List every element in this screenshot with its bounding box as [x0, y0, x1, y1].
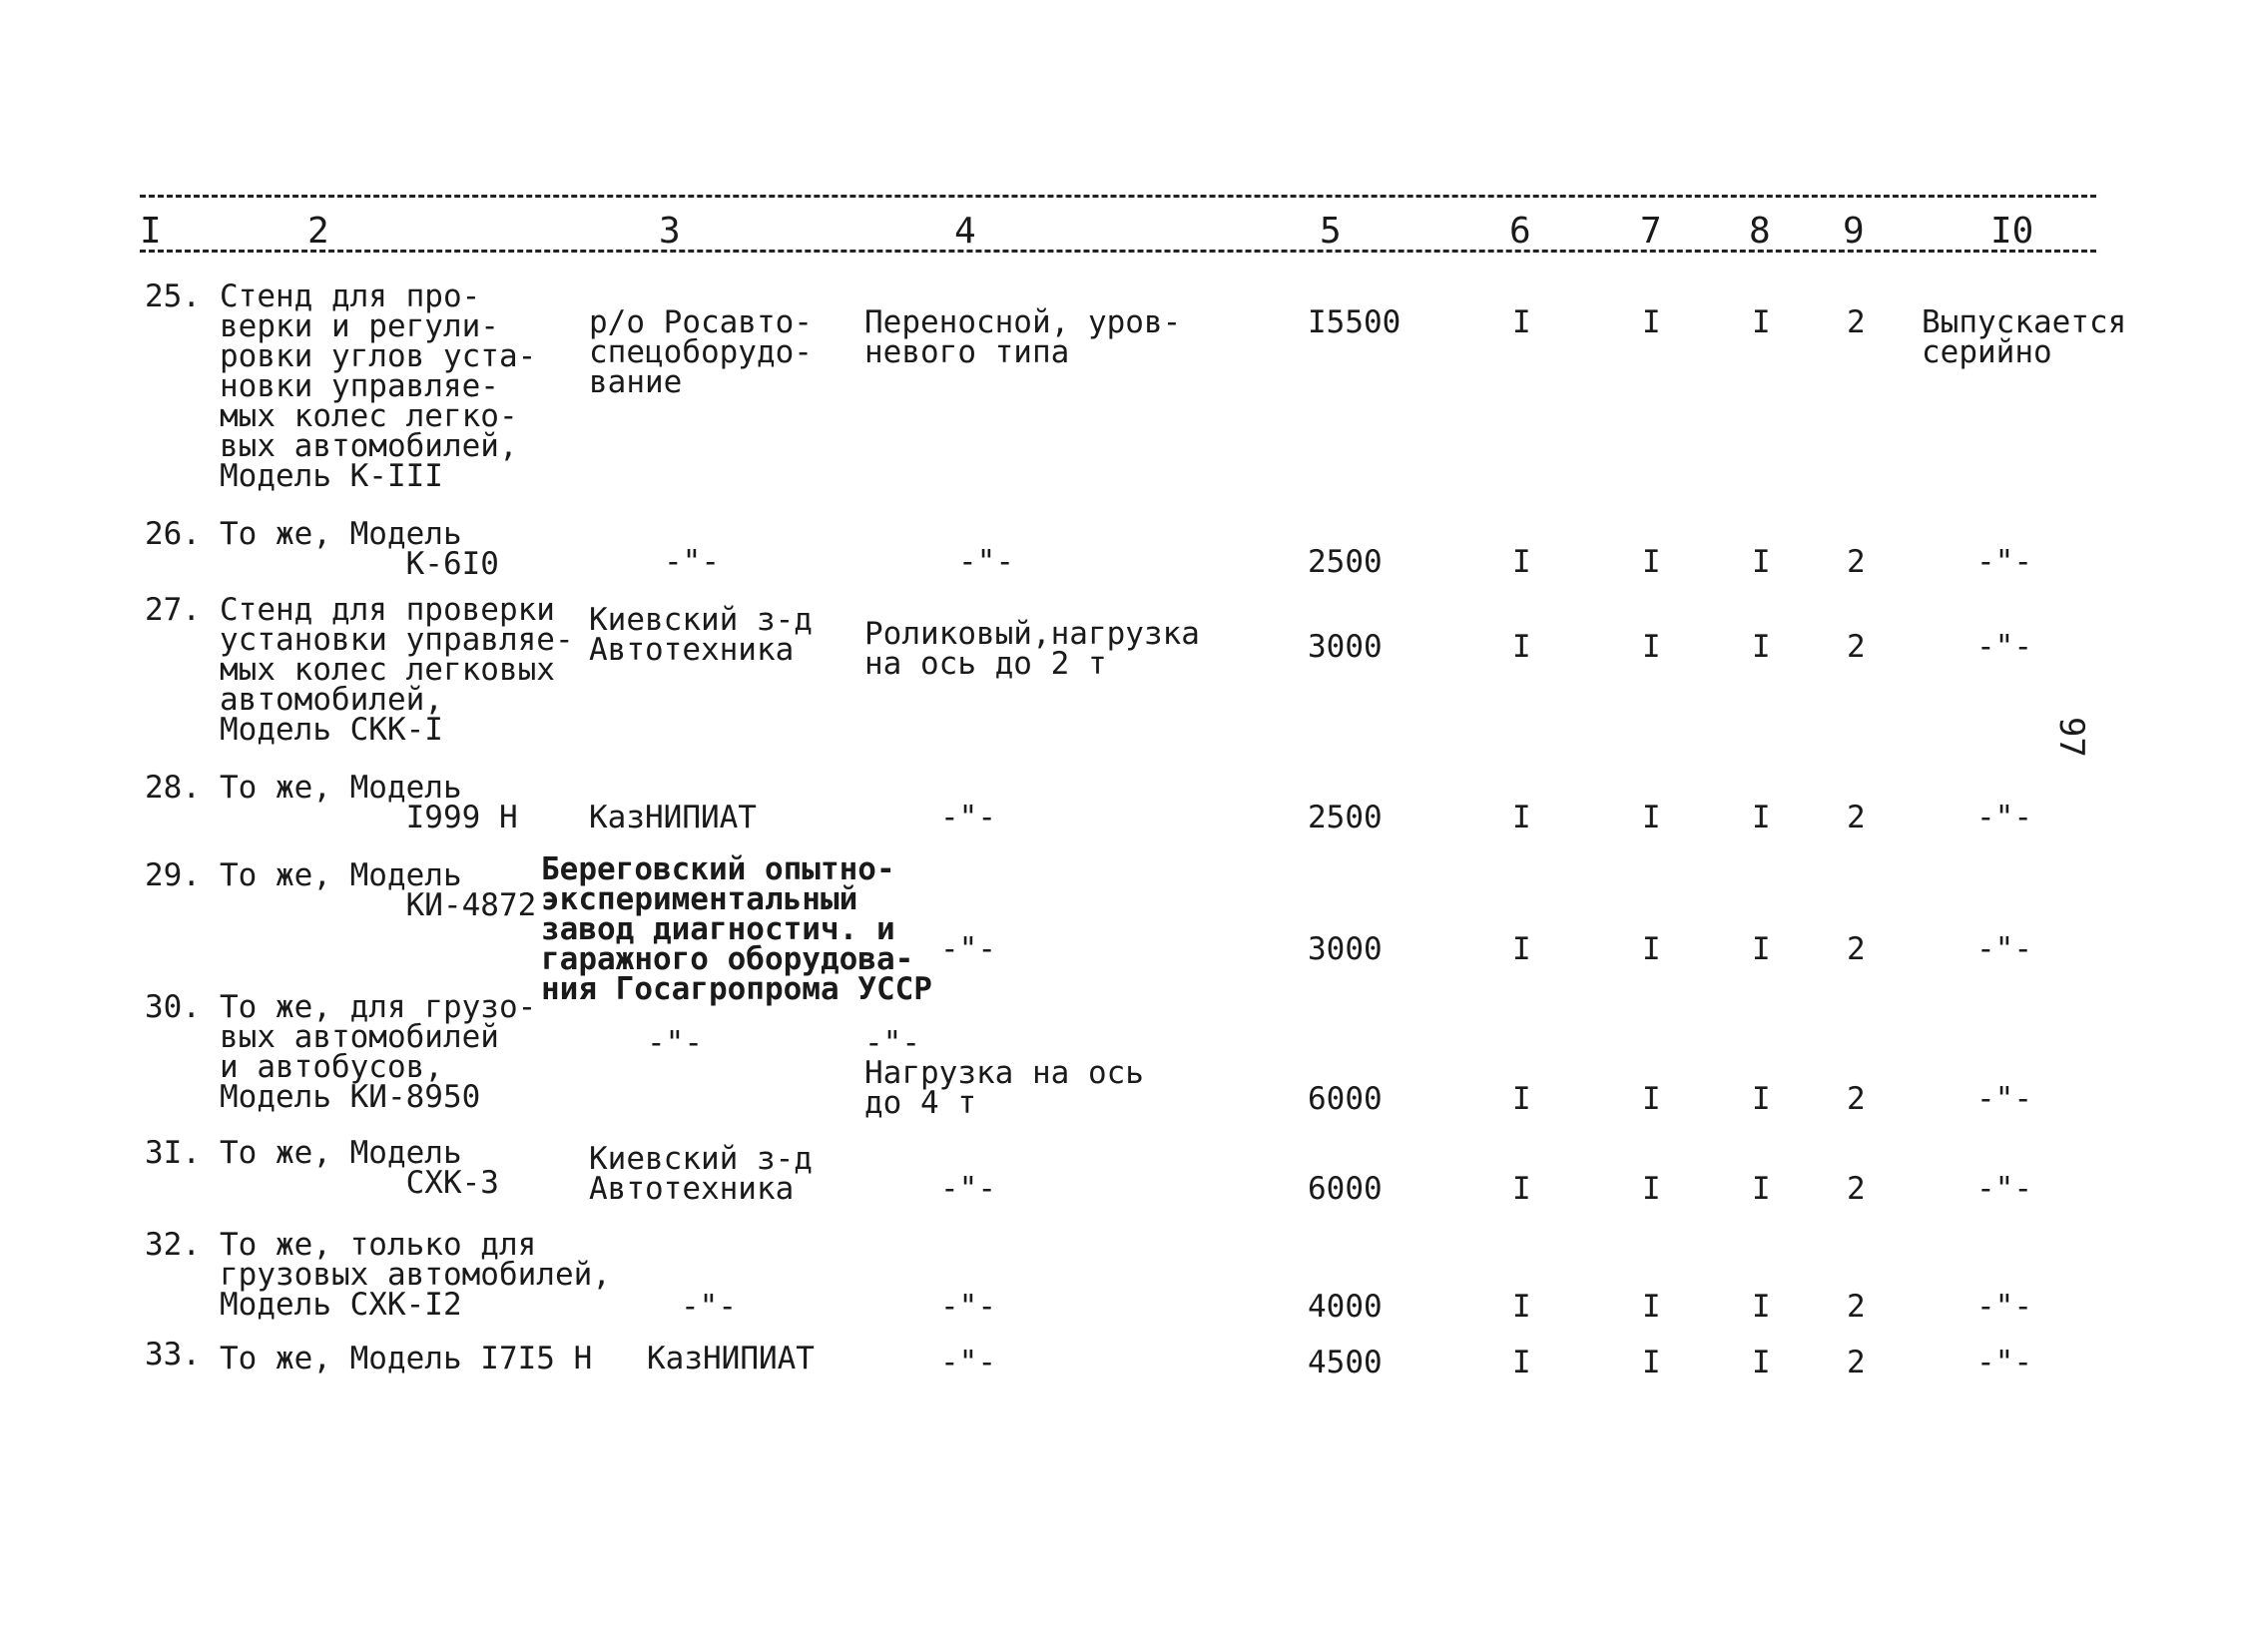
equipment-name: То же, Модель КИ-4872	[220, 857, 537, 923]
col-8-value: I	[1752, 1345, 1771, 1380]
note: -"-	[1976, 544, 2032, 580]
price: 3000	[1308, 931, 1383, 967]
manufacturer: КазНИПИАТ	[589, 800, 757, 835]
col-header-7: 7	[1640, 211, 1662, 252]
description: Роликовый,нагрузка на ось до 2 т	[864, 616, 1200, 682]
description: -"- Нагрузка на ось до 4 т	[864, 1025, 1144, 1121]
col-6-value: I	[1512, 1345, 1531, 1380]
col-7-value: I	[1642, 800, 1661, 835]
col-9-value: 2	[1847, 629, 1866, 665]
equipment-name: Стенд для про- верки и регули- ровки углов уста- новки управляе- мых колес легко- вых автомобилей, Модель К-III	[220, 278, 537, 494]
manufacturer: -"-	[647, 1025, 703, 1061]
description: -"-	[940, 931, 996, 967]
col-8-value: I	[1752, 931, 1771, 967]
col-header-1: I	[140, 211, 162, 252]
col-7-value: I	[1642, 629, 1661, 665]
row-number: 27.	[145, 592, 201, 628]
row-number: 26.	[145, 516, 201, 552]
col-8-value: I	[1752, 1289, 1771, 1325]
col-6-value: I	[1512, 1081, 1531, 1117]
equipment-name: То же, Модель К-6I0	[220, 516, 499, 582]
col-header-2: 2	[307, 211, 329, 252]
header-rule	[140, 250, 2096, 253]
row-number: 30.	[145, 989, 201, 1025]
equipment-name: То же, для грузо- вых автомобилей и автобусов, Модель КИ-8950	[220, 989, 537, 1115]
row-number: 25.	[145, 278, 201, 314]
col-8-value: I	[1752, 304, 1771, 340]
row-number: 33.	[145, 1337, 201, 1373]
col-9-value: 2	[1847, 1171, 1866, 1207]
description: -"-	[940, 1171, 996, 1207]
manufacturer: Киевский з-д Автотехника	[589, 602, 813, 668]
col-header-8: 8	[1749, 211, 1771, 252]
note: -"-	[1976, 931, 2032, 967]
equipment-name: То же, Модель I999 Н	[220, 770, 518, 835]
col-header-5: 5	[1320, 211, 1342, 252]
price: 2500	[1308, 800, 1383, 835]
col-9-value: 2	[1847, 1081, 1866, 1117]
col-header-9: 9	[1843, 211, 1865, 252]
col-6-value: I	[1512, 800, 1531, 835]
equipment-name: То же, Модель СХК-3	[220, 1135, 499, 1201]
row-number: 28.	[145, 770, 201, 806]
col-6-value: I	[1512, 1289, 1531, 1325]
top-rule	[140, 195, 2096, 198]
description: Переносной, уров- невого типа	[864, 304, 1182, 370]
note: -"-	[1976, 1081, 2032, 1117]
manufacturer: Киевский з-д Автотехника	[589, 1141, 813, 1207]
note: -"-	[1976, 1289, 2032, 1325]
col-header-6: 6	[1509, 211, 1531, 252]
price: 6000	[1308, 1081, 1383, 1117]
col-8-value: I	[1752, 544, 1771, 580]
equipment-name: То же, только для грузовых автомобилей, Модель СХК-I2	[220, 1227, 611, 1323]
manufacturer: Береговский опытно- экспериментальный завод диагностич. и гаражного оборудова- ния Госагропрома УССР	[541, 851, 932, 1007]
row-number: 32.	[145, 1227, 201, 1263]
col-6-value: I	[1512, 1171, 1531, 1207]
row-number: 29.	[145, 857, 201, 893]
col-9-value: 2	[1847, 544, 1866, 580]
price: 2500	[1308, 544, 1383, 580]
description: -"-	[940, 800, 996, 835]
col-6-value: I	[1512, 304, 1531, 340]
col-8-value: I	[1752, 629, 1771, 665]
col-6-value: I	[1512, 544, 1531, 580]
note: -"-	[1976, 629, 2032, 665]
price: 4000	[1308, 1289, 1383, 1325]
note: -"-	[1976, 800, 2032, 835]
col-6-value: I	[1512, 629, 1531, 665]
col-9-value: 2	[1847, 931, 1866, 967]
col-9-value: 2	[1847, 800, 1866, 835]
description: -"-	[940, 1289, 996, 1325]
col-header-3: 3	[659, 211, 681, 252]
col-7-value: I	[1642, 544, 1661, 580]
col-7-value: I	[1642, 931, 1661, 967]
description: -"-	[940, 1345, 996, 1380]
note: -"-	[1976, 1345, 2032, 1380]
col-header-4: 4	[954, 211, 976, 252]
note: -"-	[1976, 1171, 2032, 1207]
manufacturer: -"-	[664, 544, 720, 580]
col-6-value: I	[1512, 931, 1531, 967]
manufacturer: р/о Росавто- спецоборудо- вание	[589, 304, 813, 400]
price: 6000	[1308, 1171, 1383, 1207]
col-9-value: 2	[1847, 1345, 1866, 1380]
col-7-value: I	[1642, 1081, 1661, 1117]
equipment-name: Стенд для проверки установки управляе- мых колес легковых автомобилей, Модель СКК-I	[220, 592, 574, 748]
col-7-value: I	[1642, 1289, 1661, 1325]
price: 4500	[1308, 1345, 1383, 1380]
price: 3000	[1308, 629, 1383, 665]
col-header-10: I0	[1990, 211, 2034, 252]
row-number: 3I.	[145, 1135, 201, 1171]
manufacturer: -"-	[681, 1289, 737, 1325]
col-8-value: I	[1752, 1081, 1771, 1117]
manufacturer: КазНИПИАТ	[647, 1341, 815, 1377]
col-9-value: 2	[1847, 1289, 1866, 1325]
equipment-name: То же, Модель I7I5 Н	[220, 1341, 593, 1377]
col-7-value: I	[1642, 1171, 1661, 1207]
description: -"-	[958, 544, 1014, 580]
col-8-value: I	[1752, 1171, 1771, 1207]
col-7-value: I	[1642, 304, 1661, 340]
note: Выпускается серийно	[1922, 304, 2127, 370]
price: I5500	[1308, 304, 1401, 340]
col-9-value: 2	[1847, 304, 1866, 340]
col-8-value: I	[1752, 800, 1771, 835]
page-number: 97	[2051, 717, 2091, 758]
col-7-value: I	[1642, 1345, 1661, 1380]
